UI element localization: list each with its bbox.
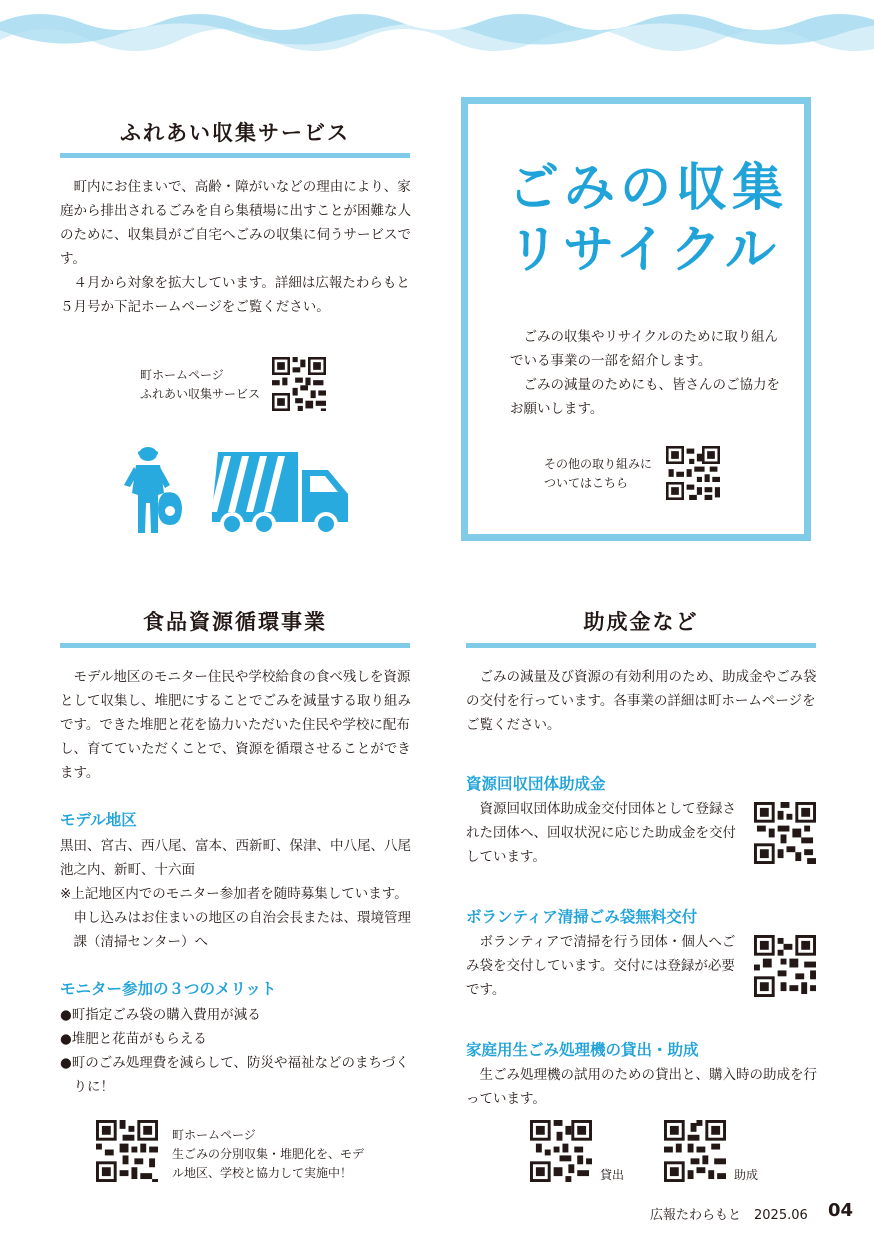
merits-heading: モニター参加の３つのメリット: [60, 980, 277, 998]
subsidy-item-body: [466, 1063, 820, 1111]
subsidy-item-text: 生ごみ処理機の試用のための貸出と、購入時の助成を行っています。: [466, 1067, 817, 1107]
subsidy-paragraph: ごみの減量及び資源の有効利用のため、助成金やごみ袋の交付を行っています。各事業の詳細は町ホームページをご覧ください。: [466, 669, 817, 733]
fureai-qr-label: [140, 366, 260, 404]
subsidy-item-body: [466, 930, 746, 1002]
feature-qr-label-line2: ついてはこちら: [544, 476, 629, 490]
qr-label-grant: 助成: [734, 1168, 759, 1182]
worker-with-bag-icon: [120, 445, 190, 535]
food-body: [60, 665, 414, 785]
food-paragraph: モデル地区のモニター住民や学校給食の食べ残しを資源として収集し、堆肥にすることでごみを減量する取り組みです。できた堆肥と花を協力いただいた住民や学校に配布し、育てていただくことで、資源を循環させることができます。: [60, 669, 411, 781]
qr-code-icon[interactable]: [664, 1120, 726, 1182]
feature-qr-label: [544, 455, 652, 493]
qr-code-icon[interactable]: [754, 802, 816, 864]
model-area-heading: モデル地区: [60, 811, 137, 829]
wave-banner: [0, 0, 874, 70]
subsidy-item-heading: 家庭用生ごみ処理機の貸出・助成: [466, 1041, 699, 1059]
food-qr-label-line2: 生ごみの分別収集・堆肥化を、モデル地区、学校と協力して実施中！: [172, 1147, 365, 1180]
qr-code-icon[interactable]: [272, 357, 326, 411]
subsidy-item-text: ボランティアで清掃を行う団体・個人へごみ袋を交付しています。交付には登録が必要です。: [466, 934, 736, 998]
food-qr-label-line1: 町ホームページ: [172, 1128, 256, 1142]
subsidy-item-heading: 資源回収団体助成金: [466, 775, 606, 793]
page-number: 04: [828, 1200, 854, 1221]
fureai-title: ふれあい収集サービス: [120, 121, 350, 145]
qr-code-icon[interactable]: [96, 1120, 158, 1182]
subsidy-item-heading: ボランティア清掃ごみ袋無料交付: [466, 908, 698, 926]
qr-code-icon[interactable]: [666, 446, 720, 500]
feature-body: [510, 325, 780, 421]
garbage-truck-icon: [212, 448, 352, 540]
feature-title-line2: リサイクル: [508, 221, 781, 280]
fureai-qr-label-line2: ふれあい収集サービス: [140, 387, 261, 401]
subsidy-title: 助成金など: [583, 610, 699, 634]
merit-item: ●町指定ごみ袋の購入費用が減る: [60, 1007, 261, 1023]
qr-code-icon[interactable]: [754, 935, 816, 997]
feature-paragraph-2: ごみの減量のためにも、皆さんのご協力をお願いします。: [510, 377, 780, 417]
subsidy-body: [466, 665, 820, 737]
subsidy-title-rule: [466, 643, 816, 648]
qr-code-icon[interactable]: [530, 1120, 592, 1182]
subsidy-item-body: [466, 797, 746, 869]
feature-title-line1: ごみの収集: [508, 159, 789, 218]
publication-info: 広報たわらもと 2025.06: [650, 1208, 808, 1223]
model-area-text: 黒田、宮古、西八尾、富本、西新町、保津、中八尾、八尾池之内、新町、十六面: [60, 838, 411, 878]
food-qr-label: [172, 1126, 372, 1183]
merit-item: ●堆肥と花苗がもらえる: [60, 1031, 207, 1047]
model-area-body: [60, 834, 416, 954]
fureai-paragraph-2: ４月から対象を拡大しています。詳細は広報たわらもと５月号か下記ホームページをご覧ください。: [60, 275, 410, 315]
food-title: 食品資源循環事業: [143, 610, 327, 634]
feature-paragraph-1: ごみの収集やリサイクルのために取り組んでいる事業の一部を紹介します。: [510, 329, 779, 369]
qr-label-lend: 貸出: [600, 1168, 625, 1182]
merit-item: ●町のごみ処理費を減らして、防災や福祉などのまちづくりに！: [60, 1055, 409, 1095]
feature-title: [508, 158, 788, 282]
fureai-title-rule: [60, 153, 410, 158]
fureai-qr-label-line1: 町ホームページ: [140, 368, 224, 382]
fureai-paragraph-1: 町内にお住まいで、高齢・障がいなどの理由により、家庭から排出されるごみを自ら集積場に出すことが困難な人のために、収集員がご自宅へごみの収集に伺うサービスです。: [60, 179, 411, 267]
subsidy-item-text: 資源回収団体助成金交付団体として登録された団体へ、回収状況に応じた助成金を交付しています。: [466, 801, 736, 865]
feature-qr-label-line1: その他の取り組みに: [544, 457, 653, 471]
merits-list: [60, 1003, 416, 1099]
food-title-rule: [60, 643, 410, 648]
model-area-note: ※上記地区内でのモニター参加者を随時募集しています。申し込みはお住まいの地区の自治会長または、環境管理課（清掃センター）へ: [60, 886, 411, 950]
fureai-body: [60, 175, 420, 319]
